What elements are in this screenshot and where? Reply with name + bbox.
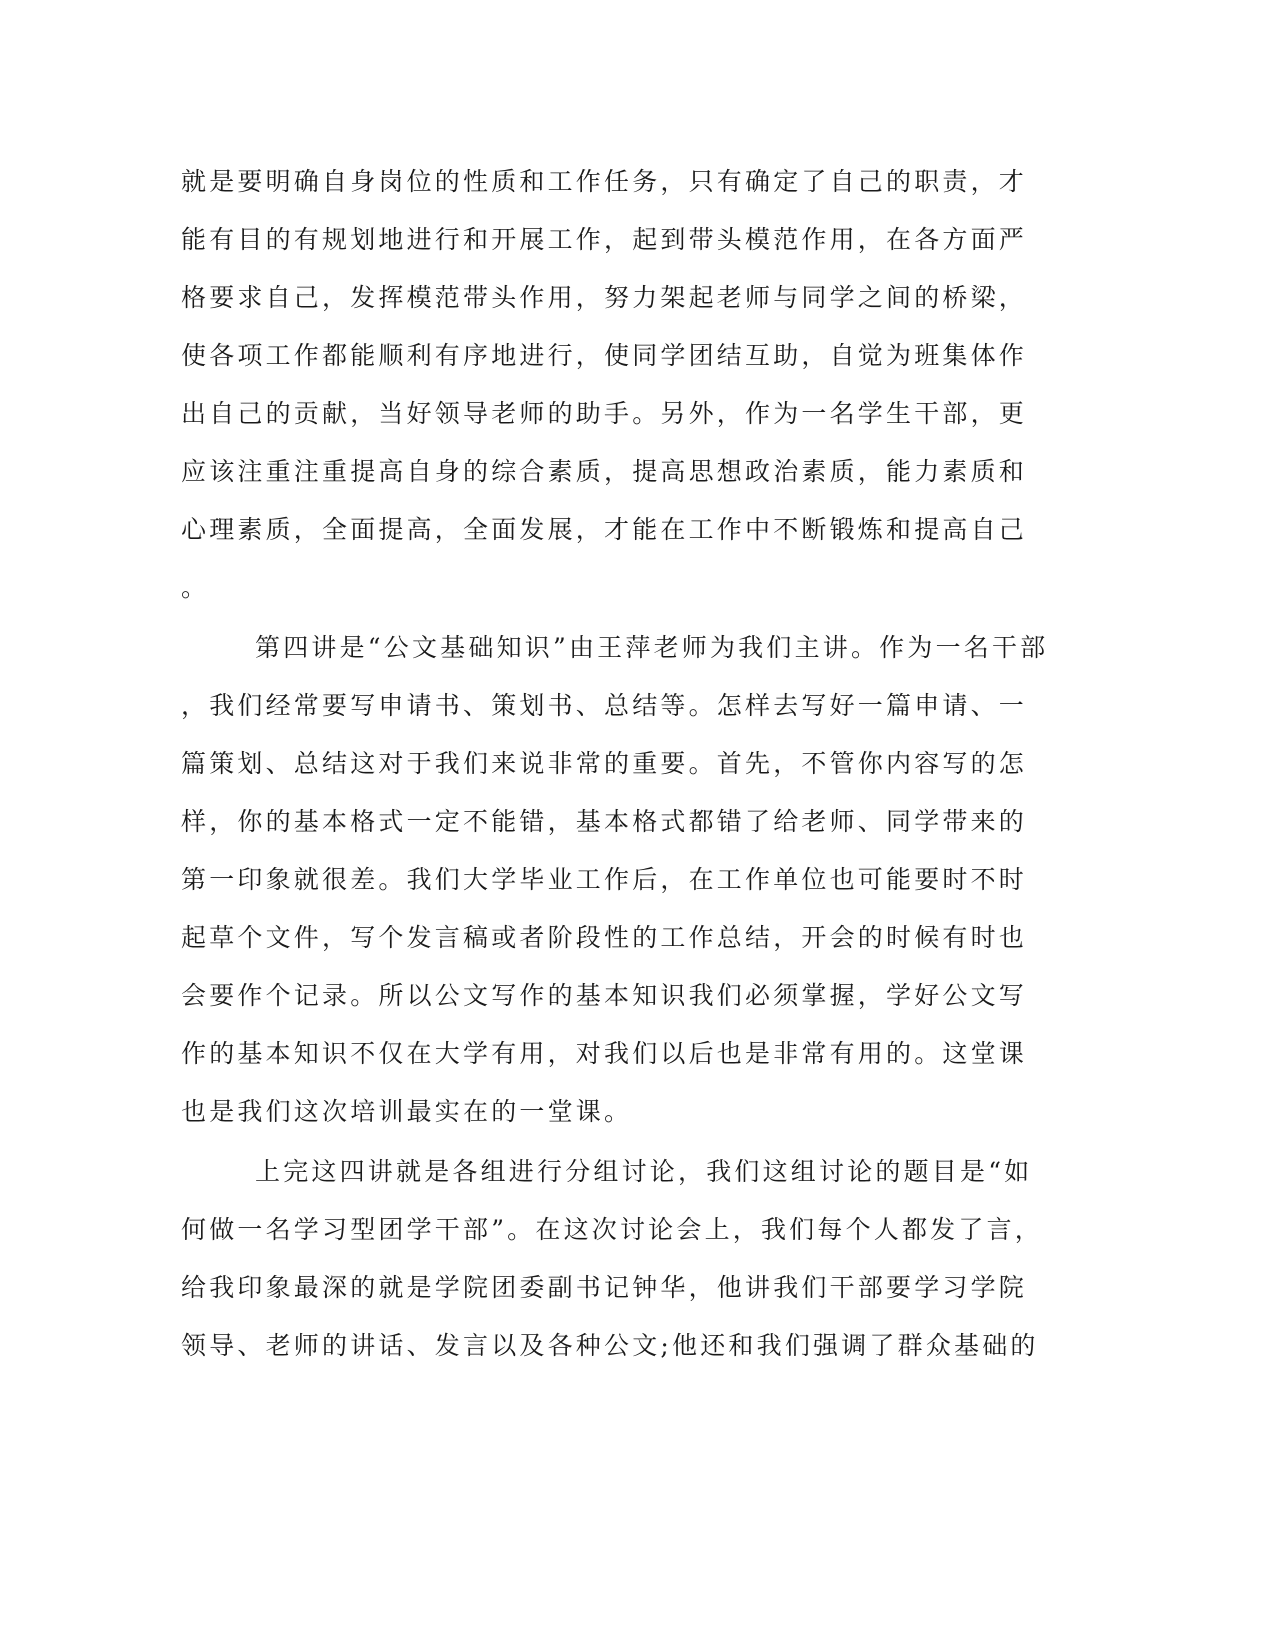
text-line: 使各项工作都能顺利有序地进行，使同学团结互助，自觉为班集体作 xyxy=(181,341,1028,370)
text-line: 篇策划、总结这对于我们来说非常的重要。首先，不管你内容写的怎 xyxy=(181,749,1028,778)
text-line: 第一印象就很差。我们大学毕业工作后，在工作单位也可能要时不时 xyxy=(181,865,1028,894)
text-line: 也是我们这次培训最实在的一堂课。 xyxy=(181,1097,633,1126)
text-line: 起草个文件，写个发言稿或者阶段性的工作总结，开会的时候有时也 xyxy=(181,923,1028,952)
text-line: 出自己的贡献，当好领导老师的助手。另外，作为一名学生干部，更 xyxy=(181,399,1028,428)
paragraph-start-line: 第四讲是“公文基础知识”由王萍老师为我们主讲。作为一名干部 xyxy=(255,633,1049,662)
text-line: 能有目的有规划地进行和开展工作，起到带头模范作用，在各方面严 xyxy=(181,225,1028,254)
text-line: 就是要明确自身岗位的性质和工作任务，只有确定了自己的职责，才 xyxy=(181,167,1028,196)
text-line: 领导、老师的讲话、发言以及各种公文;他还和我们强调了群众基础的 xyxy=(181,1331,1039,1360)
text-line: 。 xyxy=(181,573,210,602)
text-line: 何做一名学习型团学干部”。在这次讨论会上，我们每个人都发了言， xyxy=(181,1215,1043,1244)
text-line: 样，你的基本格式一定不能错，基本格式都错了给老师、同学带来的 xyxy=(181,807,1028,836)
text-line: ，我们经常要写申请书、策划书、总结等。怎样去写好一篇申请、一 xyxy=(181,691,1028,720)
text-line: 应该注重注重提高自身的综合素质，提高思想政治素质，能力素质和 xyxy=(181,457,1028,486)
text-line: 格要求自己，发挥模范带头作用，努力架起老师与同学之间的桥梁， xyxy=(181,283,1028,312)
text-line: 心理素质，全面提高，全面发展，才能在工作中不断锻炼和提高自己 xyxy=(181,515,1028,544)
text-line: 作的基本知识不仅在大学有用，对我们以后也是非常有用的。这堂课 xyxy=(181,1039,1028,1068)
text-line: 给我印象最深的就是学院团委副书记钟华，他讲我们干部要学习学院 xyxy=(181,1273,1028,1302)
text-line: 会要作个记录。所以公文写作的基本知识我们必须掌握，学好公文写 xyxy=(181,981,1028,1010)
paragraph-start-line: 上完这四讲就是各组进行分组讨论，我们这组讨论的题目是“如 xyxy=(255,1157,1033,1186)
